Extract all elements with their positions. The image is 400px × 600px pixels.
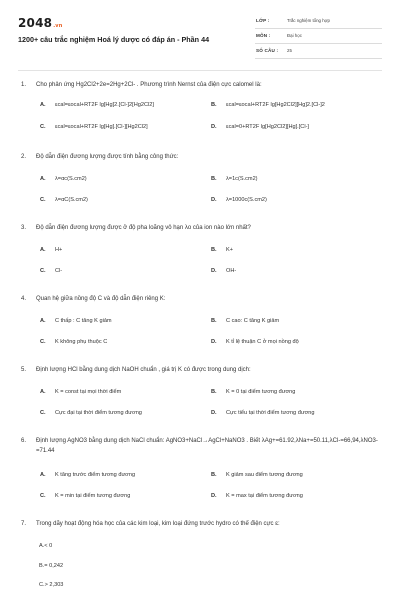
- option-text: C thấp : C tăng K giảm: [55, 318, 112, 324]
- option-c[interactable]: [40, 268, 62, 274]
- meta-label: MÔN :: [256, 33, 271, 38]
- option-text: K = 0 tại điểm tương đương: [226, 389, 296, 395]
- option-text: K+: [226, 247, 233, 253]
- meta-value: Đại học: [287, 33, 302, 38]
- question-stem: [21, 365, 381, 375]
- option-letter: A.: [40, 472, 46, 478]
- option-letter: B.: [211, 247, 217, 253]
- option-letter: D.: [211, 197, 217, 203]
- option-text: ɛcal=ɛocal+RT2F lg[Hg].[Cl-][Hg2Cl2]: [55, 124, 148, 130]
- option-text: K tỉ lệ thuận C ở mọi nồng độ: [226, 339, 299, 345]
- meta-label: SỐ CÂU :: [256, 48, 279, 53]
- option-b[interactable]: [211, 389, 295, 395]
- option-d[interactable]: [211, 493, 303, 499]
- question-number: 1.: [21, 82, 27, 88]
- question-stem: [21, 436, 381, 456]
- meta-row-subject: [255, 29, 382, 44]
- option-text: K không phụ thuộc C: [55, 339, 108, 345]
- option-text: Cực đại tại thời điểm tương đương: [55, 410, 142, 416]
- option-letter: C.: [40, 197, 46, 203]
- option-letter: B.: [211, 318, 217, 324]
- question-stem: [21, 519, 381, 529]
- option-letter: A.: [40, 176, 46, 182]
- option-a[interactable]: A.< 0: [39, 543, 53, 549]
- question-text: Định lượng HCl bằng dung dịch NaOH chuẩn , giá trị K có được trong dung dịch:: [36, 367, 251, 373]
- question-text: Định lượng AgNO3 bằng dung dịch NaCl chuẩn: AgNO3+NaCl→AgCl+NaNO3 . Biết λAg+=61.92,λNa+=50.11,λCl-=66,94,λNO3-=71.44: [36, 438, 378, 454]
- question-2: [21, 152, 381, 212]
- logo-tld: .vn: [53, 23, 63, 29]
- option-c[interactable]: [40, 197, 88, 203]
- option-letter: C.: [40, 339, 46, 345]
- option-letter: B.: [211, 472, 217, 478]
- option-letter: A.: [40, 102, 46, 108]
- option-c[interactable]: C.> 2,303: [39, 582, 64, 588]
- option-text: λ=αc(S.cm2): [55, 176, 87, 182]
- question-4: [21, 294, 381, 354]
- option-letter: D.: [211, 410, 217, 416]
- option-c[interactable]: [40, 493, 130, 499]
- question-3: [21, 223, 381, 283]
- meta-row-count: [255, 44, 382, 59]
- question-number: 5.: [21, 367, 27, 373]
- question-stem: [21, 152, 381, 162]
- question-text: Cho phản ứng Hg2Cl2+2e=2Hg+2Cl- . Phương trình Nernst của điện cực calomel là:: [36, 82, 262, 88]
- option-letter: D.: [211, 339, 217, 345]
- option-letter: A.: [40, 389, 46, 395]
- option-text: Cl-: [55, 268, 63, 274]
- option-letter: D.: [211, 268, 217, 274]
- question-1: [21, 80, 381, 140]
- option-c[interactable]: [40, 410, 142, 416]
- option-letter: B.: [211, 176, 217, 182]
- logo-text: 2048: [18, 16, 53, 30]
- option-letter: C.: [40, 410, 46, 416]
- question-number: 6.: [21, 438, 27, 444]
- question-number: 2.: [21, 154, 27, 160]
- question-6: [21, 436, 381, 504]
- question-stem: [21, 223, 381, 233]
- option-d[interactable]: [211, 197, 267, 203]
- option-letter: B.: [211, 389, 217, 395]
- option-text: λ=αC(S.cm2): [55, 197, 88, 203]
- option-b[interactable]: [211, 472, 303, 478]
- option-d[interactable]: [211, 268, 236, 274]
- document-meta: [255, 14, 382, 59]
- site-logo[interactable]: [18, 16, 63, 30]
- option-text: OH-: [226, 268, 237, 274]
- option-text: K = min tại điểm tương đương: [55, 493, 131, 499]
- document-title: 1200+ câu trắc nghiệm Hoá lý dược có đáp án - Phần 44: [18, 35, 210, 44]
- meta-value: Trắc nghiệm tổng hợp: [287, 18, 330, 23]
- option-a[interactable]: [40, 102, 154, 108]
- option-b[interactable]: B.= 0,242: [39, 563, 64, 569]
- option-text: λ=1c(S.cm2): [226, 176, 258, 182]
- meta-value: 25: [287, 48, 292, 53]
- meta-row-class: [255, 14, 382, 29]
- option-b[interactable]: [211, 102, 325, 108]
- option-a[interactable]: [40, 247, 62, 253]
- option-a[interactable]: [40, 318, 112, 324]
- option-d[interactable]: [211, 339, 299, 345]
- option-a[interactable]: [40, 472, 135, 478]
- option-letter: A.: [40, 318, 46, 324]
- question-text: Độ dẫn điện đương lượng được ở độ pha loãng vô hạn λo của ion nào lớn nhất?: [36, 225, 251, 231]
- option-text: ɛcal=0+RT2F lg[Hg2Cl2][Hg].[Cl-]: [226, 124, 309, 130]
- option-text: ɛcal=ɛocal+RT2F lg[Hg2Cl2][Hg]2.[Cl-]2: [226, 102, 325, 108]
- question-number: 3.: [21, 225, 27, 231]
- page-header: [18, 14, 382, 64]
- option-c[interactable]: [40, 339, 107, 345]
- option-a[interactable]: [40, 176, 87, 182]
- option-text: C cao: C tăng K giảm: [226, 318, 280, 324]
- question-stem: [21, 294, 381, 304]
- option-b[interactable]: [211, 176, 258, 182]
- question-text: Độ dẫn điện đương lượng được tính bằng công thức:: [36, 154, 179, 160]
- option-d[interactable]: [211, 410, 314, 416]
- question-5: [21, 365, 381, 425]
- option-letter: D.: [211, 493, 217, 499]
- option-d[interactable]: [211, 124, 309, 130]
- option-text: K = max tại điểm tương đương: [226, 493, 303, 499]
- option-letter: D.: [211, 124, 217, 130]
- option-text: K = const tại mọi thời điểm: [55, 389, 122, 395]
- option-text: H+: [55, 247, 63, 253]
- question-7: [21, 519, 381, 599]
- option-c[interactable]: [40, 124, 148, 130]
- option-text: ɛcal=ɛocal+RT2F lg[Hg]2.[Cl-]2[Hg2Cl2]: [55, 102, 154, 108]
- option-b[interactable]: [211, 318, 279, 324]
- option-text: K giảm sau điểm tương đương: [226, 472, 303, 478]
- option-letter: A.: [40, 247, 46, 253]
- question-text: Quan hệ giữa nồng độ C và độ dẫn điện riêng K:: [36, 296, 166, 302]
- question-number: 4.: [21, 296, 27, 302]
- question-number: 7.: [21, 521, 27, 527]
- option-letter: C.: [40, 493, 46, 499]
- header-divider: [18, 70, 382, 71]
- question-stem: [21, 80, 381, 90]
- option-letter: B.: [211, 102, 217, 108]
- option-letter: C.: [40, 268, 46, 274]
- option-a[interactable]: [40, 389, 121, 395]
- option-text: Cực tiểu tại thời điểm tương đương: [226, 410, 315, 416]
- option-b[interactable]: [211, 247, 233, 253]
- option-text: K tăng trước điểm tương đương: [55, 472, 136, 478]
- question-text: Trong dãy hoạt động hóa học của các kim loại, kim loại đứng trước hydro có thế điện cực ɛ:: [36, 521, 280, 527]
- option-letter: C.: [40, 124, 46, 130]
- meta-label: LỚP :: [256, 18, 270, 23]
- option-text: λ=1000c(S.cm2): [226, 197, 267, 203]
